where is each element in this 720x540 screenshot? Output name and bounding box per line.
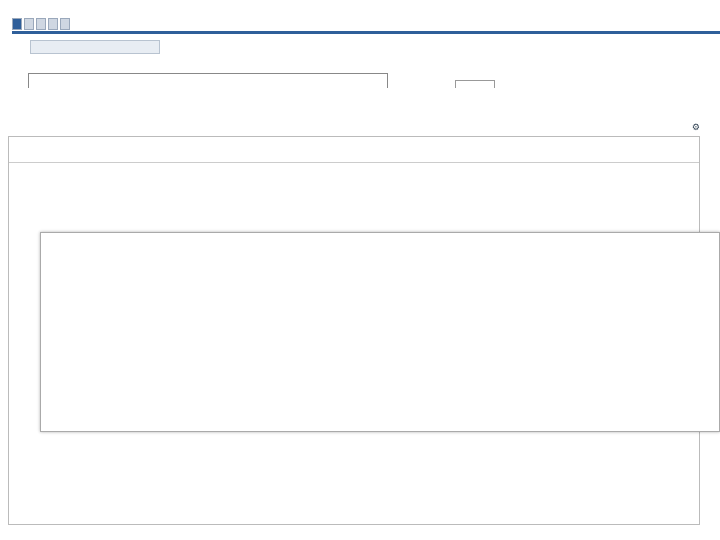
program-tabs — [12, 18, 70, 30]
tab-blastp[interactable] — [24, 18, 34, 30]
results-toolbar — [10, 121, 700, 133]
tab-blastx[interactable] — [36, 18, 46, 30]
overlay-results-table — [40, 232, 720, 432]
tab-tblastn[interactable] — [48, 18, 58, 30]
tab-blastn[interactable] — [12, 18, 22, 30]
tab-bar — [12, 31, 720, 34]
query-panel — [0, 0, 720, 95]
section-title — [30, 40, 160, 54]
tab-tblastx[interactable] — [60, 18, 70, 30]
gear-icon[interactable]: ⚙ — [691, 121, 700, 132]
table-header — [9, 137, 699, 163]
